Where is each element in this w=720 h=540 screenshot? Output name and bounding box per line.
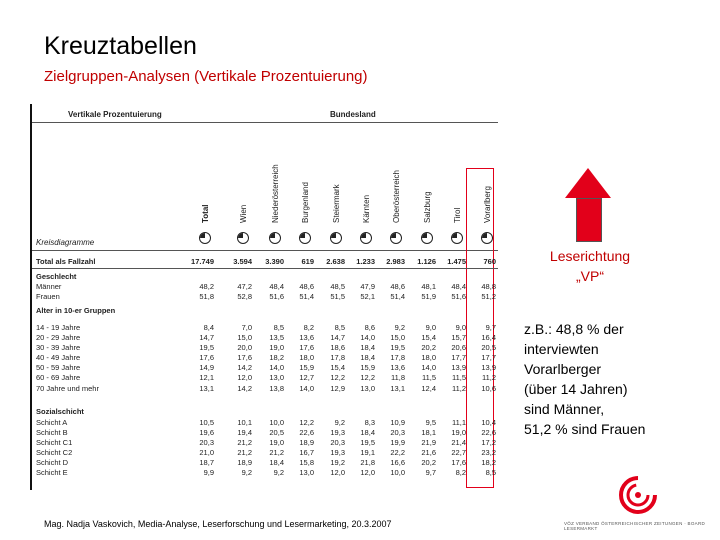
slide-subtitle: Zielgruppen-Analysen (Vertikale Prozentuierung)	[44, 68, 368, 85]
table-cell: 13,9	[451, 363, 466, 372]
table-cell: 17,7	[481, 353, 496, 362]
table-cell: 9,2	[273, 468, 284, 477]
table-cell: 16,4	[481, 333, 496, 342]
table-cell: 22,7	[451, 448, 466, 457]
row-label: 50 - 59 Jahre	[36, 363, 81, 372]
table-cell: 14,2	[237, 384, 252, 393]
table-cell: 51,5	[330, 292, 345, 301]
table-cell: 9,9	[203, 468, 214, 477]
table-cell: 8,5	[485, 468, 496, 477]
table-cell: 12,0	[330, 468, 345, 477]
table-cell: 13,6	[390, 363, 405, 372]
table-cell: 17,6	[237, 353, 252, 362]
voez-logo-icon	[617, 474, 659, 516]
table-cell: 21,2	[269, 448, 284, 457]
table-cell: 20,3	[390, 428, 405, 437]
table-cell: 10,4	[481, 418, 496, 427]
table-cell: 17,7	[451, 353, 466, 362]
table-cell: 48,6	[390, 282, 405, 291]
table-cell: 17,2	[481, 438, 496, 447]
table-cell: 7,0	[241, 323, 252, 332]
column-header: Niederösterreich	[271, 164, 280, 223]
table-cell: 19,0	[269, 343, 284, 352]
slide-title: Kreuztabellen	[44, 32, 197, 60]
table-cell: 18,0	[421, 353, 436, 362]
row-label: 60 - 69 Jahre	[36, 373, 81, 382]
example-note	[524, 319, 645, 439]
table-cell: 18,4	[269, 458, 284, 467]
table-cell: 23,2	[481, 448, 496, 457]
table-row	[32, 373, 498, 383]
table-row	[32, 343, 498, 353]
table-cell: 19,3	[330, 448, 345, 457]
table-cell: 19,5	[199, 343, 214, 352]
table-cell: 15,8	[299, 458, 314, 467]
cross-table-scan	[30, 104, 498, 490]
table-cell: 21,4	[451, 438, 466, 447]
table-cell: 12,2	[360, 373, 375, 382]
table-cell: 14,0	[421, 363, 436, 372]
table-row	[32, 407, 498, 417]
note-line: Vorarlberger	[524, 361, 602, 377]
table-cell: 1.126	[417, 257, 436, 266]
table-cell: 18,4	[360, 343, 375, 352]
table-cell: 48,4	[451, 282, 466, 291]
table-cell: 21,2	[237, 438, 252, 447]
table-cell: 18,1	[421, 428, 436, 437]
table-row	[32, 306, 498, 316]
table-row	[32, 384, 498, 394]
table-cell: 19,4	[237, 428, 252, 437]
table-cell: 9,2	[334, 418, 345, 427]
table-cell: 9,5	[425, 418, 436, 427]
table-cell: 15,9	[360, 363, 375, 372]
pie-icon	[360, 232, 372, 244]
table-cell: 22,6	[299, 428, 314, 437]
table-header-left: Vertikale Prozentuierung	[68, 110, 162, 119]
row-label: 30 - 39 Jahre	[36, 343, 81, 352]
table-cell: 11,5	[421, 373, 436, 382]
pie-icon	[269, 232, 281, 244]
table-cell: 11,8	[390, 373, 405, 382]
table-row	[32, 448, 498, 458]
row-label: Frauen	[36, 292, 60, 301]
table-cell: 19,0	[451, 428, 466, 437]
table-cell: 12,0	[237, 373, 252, 382]
table-cell: 51,2	[481, 292, 496, 301]
logo-text: VÖZ VERBAND ÖSTERREICHISCHER ZEITUNGEN · BOARD LESERMARKT	[564, 521, 706, 531]
row-label: Schicht B	[36, 428, 68, 437]
table-cell: 20,5	[481, 343, 496, 352]
pie-icon	[451, 232, 463, 244]
reading-direction-line: „VP“	[576, 268, 604, 284]
row-label: 20 - 29 Jahre	[36, 333, 81, 342]
table-cell: 13,0	[360, 384, 375, 393]
table-cell: 13,1	[390, 384, 405, 393]
table-cell: 19,5	[360, 438, 375, 447]
table-cell: 13,5	[269, 333, 284, 342]
table-cell: 13,0	[269, 373, 284, 382]
reading-direction-line: Leserichtung	[549, 248, 631, 264]
table-cell: 3.390	[265, 257, 284, 266]
table-cell: 12,2	[330, 373, 345, 382]
table-cell: 48,8	[481, 282, 496, 291]
table-cell: 47,9	[360, 282, 375, 291]
table-cell: 19,2	[330, 458, 345, 467]
table-cell: 21,2	[237, 448, 252, 457]
column-header: Wien	[239, 204, 248, 223]
table-cell: 8,2	[303, 323, 314, 332]
table-cell: 1.475	[447, 257, 466, 266]
table-cell: 9,2	[241, 468, 252, 477]
table-cell: 16,7	[299, 448, 314, 457]
table-cell: 11,2	[481, 373, 496, 382]
table-cell: 760	[483, 257, 496, 266]
row-label: 14 - 19 Jahre	[36, 323, 81, 332]
table-cell: 18,9	[299, 438, 314, 447]
pie-icon	[299, 232, 311, 244]
table-cell: 12,2	[299, 418, 314, 427]
table-cell: 51,6	[451, 292, 466, 301]
table-row	[32, 418, 498, 428]
table-cell: 17,6	[451, 458, 466, 467]
column-header: Vorarlberg	[483, 186, 492, 223]
table-cell: 15,0	[390, 333, 405, 342]
table-cell: 10,1	[237, 418, 252, 427]
table-cell: 18,2	[269, 353, 284, 362]
pie-icon	[330, 232, 342, 244]
table-cell: 22,6	[481, 428, 496, 437]
row-label: Schicht C1	[36, 438, 73, 447]
table-cell: 14,7	[199, 333, 214, 342]
table-cell: 47,2	[237, 282, 252, 291]
table-cell: 22,2	[390, 448, 405, 457]
note-line: z.B.: 48,8 % der	[524, 321, 624, 337]
table-cell: 14,9	[199, 363, 214, 372]
table-cell: 48,4	[269, 282, 284, 291]
table-cell: 21,8	[360, 458, 375, 467]
column-header: Salzburg	[423, 191, 432, 223]
table-cell: 18,4	[360, 428, 375, 437]
table-cell: 13,1	[199, 384, 214, 393]
table-row	[32, 323, 498, 333]
table-cell: 12,1	[199, 373, 214, 382]
divider	[32, 122, 498, 123]
row-label: Schicht C2	[36, 448, 73, 457]
table-cell: 12,9	[330, 384, 345, 393]
table-cell: 13,6	[299, 333, 314, 342]
column-header: Burgenland	[301, 182, 310, 223]
row-label: Schicht D	[36, 458, 69, 467]
table-cell: 21,0	[199, 448, 214, 457]
table-cell: 20,3	[199, 438, 214, 447]
table-cell: 48,2	[199, 282, 214, 291]
arrow-up-icon	[565, 168, 611, 198]
table-cell: 18,2	[481, 458, 496, 467]
table-cell: 19,1	[360, 448, 375, 457]
pie-icon	[481, 232, 493, 244]
note-line: interviewten	[524, 341, 599, 357]
row-label: Schicht A	[36, 418, 68, 427]
pie-icon	[421, 232, 433, 244]
table-row	[32, 468, 498, 478]
table-cell: 17,8	[390, 353, 405, 362]
row-label: Schicht E	[36, 468, 68, 477]
table-cell: 10,0	[269, 418, 284, 427]
row-label: Geschlecht	[36, 272, 77, 281]
table-cell: 10,5	[199, 418, 214, 427]
table-cell: 15,0	[237, 333, 252, 342]
column-header: Tirol	[453, 207, 462, 223]
table-cell: 16,6	[390, 458, 405, 467]
table-cell: 14,0	[360, 333, 375, 342]
table-cell: 18,4	[360, 353, 375, 362]
table-cell: 2.983	[386, 257, 405, 266]
table-cell: 8,3	[364, 418, 375, 427]
table-cell: 19,0	[269, 438, 284, 447]
column-header: Kärnten	[362, 194, 371, 223]
table-cell: 8,2	[455, 468, 466, 477]
table-cell: 51,9	[421, 292, 436, 301]
row-label: Alter in 10-er Gruppen	[36, 306, 116, 315]
table-cell: 13,8	[269, 384, 284, 393]
table-cell: 18,6	[330, 343, 345, 352]
column-header: Steiermark	[332, 184, 341, 223]
table-cell: 14,0	[299, 384, 314, 393]
table-cell: 8,4	[203, 323, 214, 332]
table-row	[32, 438, 498, 448]
table-cell: 21,6	[421, 448, 436, 457]
arrow-shaft	[576, 198, 602, 242]
pie-icon	[199, 232, 211, 244]
table-cell: 17,8	[330, 353, 345, 362]
table-cell: 13,9	[481, 363, 496, 372]
footer-credit: Mag. Nadja Vaskovich, Media-Analyse, Leserforschung und Lesermarketing, 20.3.2007	[44, 519, 392, 529]
table-cell: 17,6	[199, 353, 214, 362]
table-cell: 14,0	[269, 363, 284, 372]
table-cell: 15,4	[330, 363, 345, 372]
table-cell: 12,0	[360, 468, 375, 477]
row-label: 70 Jahre und mehr	[36, 384, 99, 393]
table-cell: 13,0	[299, 468, 314, 477]
table-cell: 19,9	[390, 438, 405, 447]
pie-row-label: Kreisdiagramme	[36, 238, 95, 247]
table-cell: 20,6	[451, 343, 466, 352]
table-cell: 10,9	[390, 418, 405, 427]
note-line: sind Männer,	[524, 401, 605, 417]
pie-icon	[237, 232, 249, 244]
column-header: Oberösterreich	[392, 170, 401, 223]
divider	[32, 268, 498, 269]
table-cell: 9,0	[455, 323, 466, 332]
table-cell: 20,0	[237, 343, 252, 352]
table-cell: 52,8	[237, 292, 252, 301]
table-row	[32, 272, 498, 282]
table-cell: 1.233	[356, 257, 375, 266]
table-cell: 17.749	[191, 257, 214, 266]
table-cell: 8,5	[273, 323, 284, 332]
table-row	[32, 458, 498, 468]
table-cell: 51,4	[299, 292, 314, 301]
table-cell: 52,1	[360, 292, 375, 301]
table-header-right: Bundesland	[330, 110, 376, 119]
table-row	[32, 353, 498, 363]
table-row	[32, 282, 498, 292]
table-cell: 3.594	[233, 257, 252, 266]
row-label: Sozialschicht	[36, 407, 84, 416]
table-cell: 14,2	[237, 363, 252, 372]
table-cell: 21,9	[421, 438, 436, 447]
table-cell: 48,5	[330, 282, 345, 291]
note-line: 51,2 % sind Frauen	[524, 421, 646, 437]
table-cell: 10,6	[481, 384, 496, 393]
table-row	[32, 428, 498, 438]
table-row	[32, 292, 498, 302]
table-cell: 18,7	[199, 458, 214, 467]
table-cell: 12,7	[299, 373, 314, 382]
table-cell: 20,2	[421, 458, 436, 467]
table-cell: 2.638	[326, 257, 345, 266]
table-row	[32, 333, 498, 343]
table-cell: 48,1	[421, 282, 436, 291]
table-cell: 20,3	[330, 438, 345, 447]
table-cell: 17,6	[299, 343, 314, 352]
table-cell: 8,5	[334, 323, 345, 332]
reading-direction-label	[520, 246, 660, 286]
table-cell: 18,9	[237, 458, 252, 467]
table-row	[32, 257, 498, 267]
table-cell: 619	[301, 257, 314, 266]
table-cell: 14,7	[330, 333, 345, 342]
pie-icon	[390, 232, 402, 244]
table-cell: 20,5	[269, 428, 284, 437]
table-cell: 15,9	[299, 363, 314, 372]
table-cell: 19,6	[199, 428, 214, 437]
table-cell: 11,1	[451, 418, 466, 427]
table-cell: 11,5	[451, 373, 466, 382]
table-cell: 11,2	[451, 384, 466, 393]
row-label: Total als Fallzahl	[36, 257, 96, 266]
table-cell: 19,3	[330, 428, 345, 437]
table-cell: 15,7	[451, 333, 466, 342]
table-cell: 9,2	[394, 323, 405, 332]
row-label: Männer	[36, 282, 62, 291]
table-cell: 48,6	[299, 282, 314, 291]
table-cell: 8,6	[364, 323, 375, 332]
table-cell: 51,6	[269, 292, 284, 301]
divider	[32, 250, 498, 251]
table-row	[32, 363, 498, 373]
table-cell: 20,2	[421, 343, 436, 352]
table-cell: 9,7	[425, 468, 436, 477]
table-cell: 51,8	[199, 292, 214, 301]
table-cell: 18,0	[299, 353, 314, 362]
table-cell: 51,4	[390, 292, 405, 301]
column-header: Total	[201, 204, 210, 223]
table-cell: 9,7	[485, 323, 496, 332]
row-label: 40 - 49 Jahre	[36, 353, 81, 362]
table-cell: 15,4	[421, 333, 436, 342]
table-cell: 19,5	[390, 343, 405, 352]
table-cell: 9,0	[425, 323, 436, 332]
table-cell: 10,0	[390, 468, 405, 477]
note-line: (über 14 Jahren)	[524, 381, 628, 397]
table-cell: 12,4	[421, 384, 436, 393]
